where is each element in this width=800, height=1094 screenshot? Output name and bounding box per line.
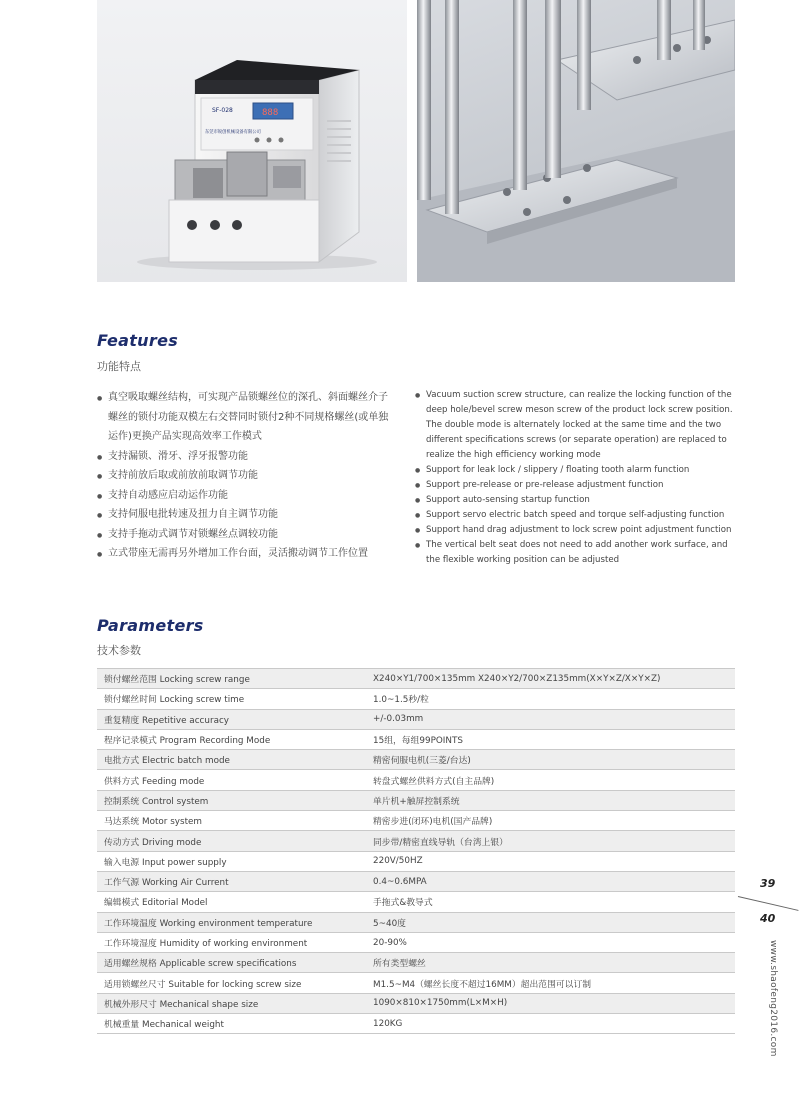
page-divider (738, 896, 799, 911)
param-value: +/-0.03mm (366, 709, 735, 729)
param-label: 适用螺丝规格 Applicable screw specifications (97, 953, 366, 973)
param-label: 传动方式 Driving mode (97, 831, 366, 851)
table-row (97, 892, 735, 912)
feature-en-item: ● Support pre-release or pre-release adjustment function (415, 478, 737, 493)
param-label: 程序记录模式 Program Recording Mode (97, 729, 366, 749)
param-value: 所有类型螺丝 (366, 953, 735, 973)
table-row (97, 790, 735, 810)
param-value: X240×Y1/700×135mm X240×Y2/700×Z135mm(X×Y×Z/X×Y×Z) (366, 669, 735, 689)
features-title: Features (97, 331, 179, 350)
rail-closeup-illustration (417, 0, 735, 282)
page-number-right: 40 (760, 912, 776, 925)
table-row (97, 750, 735, 770)
table-row (97, 729, 735, 749)
param-label: 电批方式 Electric batch mode (97, 750, 366, 770)
screw-feeder-photo (97, 0, 407, 282)
param-label: 适用锁螺丝尺寸 Suitable for locking screw size (97, 973, 366, 993)
param-value: 精密伺服电机(三菱/台达) (366, 750, 735, 770)
table-row (97, 669, 735, 689)
table-row (97, 871, 735, 891)
table-row (97, 1014, 735, 1034)
table-row (97, 811, 735, 831)
table-row (97, 689, 735, 709)
table-row (97, 831, 735, 851)
feature-en-item: ● Support auto-sensing startup function (415, 493, 737, 508)
param-value: 1.0~1.5秒/粒 (366, 689, 735, 709)
parameters-table (97, 668, 735, 1034)
param-value: 5~40度 (366, 912, 735, 932)
param-value: 同步带/精密直线导轨（台湾上银） (366, 831, 735, 851)
feature-cn-item: ● 支持漏锁、滑牙、浮牙报警功能 (97, 447, 397, 467)
param-label: 编辑模式 Editorial Model (97, 892, 366, 912)
param-value: 精密步进(闭环)电机(国产品牌) (366, 811, 735, 831)
param-label: 马达系统 Motor system (97, 811, 366, 831)
parameters-subtitle: 技术参数 (97, 644, 141, 657)
param-label: 机械重量 Mechanical weight (97, 1014, 366, 1034)
param-value: 20-90% (366, 932, 735, 952)
param-value: 0.4~0.6MPA (366, 871, 735, 891)
feature-en-item: ● The vertical belt seat does not need to add another work surface, and the flexible working position can be adjusted (415, 538, 737, 568)
table-row (97, 770, 735, 790)
machine-brand-label: 东莞市锐创机械设备有限公司 (205, 130, 261, 135)
param-value: M1.5~M4（螺丝长度不超过16MM）超出范围可以订制 (366, 973, 735, 993)
param-value: 1090×810×1750mm(L×M×H) (366, 993, 735, 1013)
feature-en-item: ● Vacuum suction screw structure, can realize the locking function of the deep hole/bevel screw meson screw of the product lock screw position. The double mode is alternately locked at the same time and the two different specifications screws (or separate operation) are replaced to realize the high efficiency working mode (415, 388, 737, 463)
param-label: 工作气源 Working Air Current (97, 871, 366, 891)
machine-model-label: SF-028 (212, 107, 233, 114)
website-url: www.shaofeng2016.com (768, 940, 778, 1057)
features-subtitle: 功能特点 (97, 360, 141, 373)
table-row (97, 993, 735, 1013)
param-label: 输入电源 Input power supply (97, 851, 366, 871)
param-value: 220V/50HZ (366, 851, 735, 871)
feature-en-item: ● Support hand drag adjustment to lock screw point adjustment function (415, 523, 737, 538)
param-value: 120KG (366, 1014, 735, 1034)
table-row (97, 973, 735, 993)
table-row (97, 851, 735, 871)
table-row (97, 912, 735, 932)
features-en-list (415, 388, 737, 568)
screw-feeder-illustration (97, 0, 407, 282)
feature-cn-item: ● 立式带座无需再另外增加工作台面，灵活搬动调节工作位置 (97, 544, 397, 564)
page-number-left: 39 (760, 877, 776, 890)
feature-cn-item: ● 支持前放后取或前放前取调节功能 (97, 466, 397, 486)
feature-cn-item: ● 真空吸取螺丝结构，可实现产品锁螺丝位的深孔、斜面螺丝介子螺丝的锁付功能双模左右交替同时锁付2种不同规格螺丝(或单独运作)更换产品实现高效率工作模式 (97, 388, 397, 447)
param-value: 转盘式螺丝供料方式(自主品牌) (366, 770, 735, 790)
param-value: 15组，每组99POINTS (366, 729, 735, 749)
features-cn-list (97, 388, 397, 564)
feature-cn-item: ● 支持伺服电批转速及扭力自主调节功能 (97, 505, 397, 525)
param-label: 工作环境温度 Working environment temperature (97, 912, 366, 932)
param-label: 重复精度 Repetitive accuracy (97, 709, 366, 729)
feature-cn-item: ● 支持自动感应启动运作功能 (97, 486, 397, 506)
param-label: 控制系统 Control system (97, 790, 366, 810)
param-label: 锁付螺丝范围 Locking screw range (97, 669, 366, 689)
feature-en-item: ● Support servo electric batch speed and torque self-adjusting function (415, 508, 737, 523)
param-value: 手拖式&教导式 (366, 892, 735, 912)
param-label: 工作环境湿度 Humidity of working environment (97, 932, 366, 952)
table-row (97, 709, 735, 729)
parameters-title: Parameters (97, 616, 204, 635)
param-label: 锁付螺丝时间 Locking screw time (97, 689, 366, 709)
param-value: 单片机+触屏控制系统 (366, 790, 735, 810)
param-label: 机械外形尺寸 Mechanical shape size (97, 993, 366, 1013)
feature-en-item: ● Support for leak lock / slippery / floating tooth alarm function (415, 463, 737, 478)
feature-cn-item: ● 支持手拖动式调节对锁螺丝点调较功能 (97, 525, 397, 545)
rail-closeup-photo (417, 0, 735, 282)
table-row (97, 953, 735, 973)
machine-display-digits: 888 (262, 108, 279, 118)
param-label: 供料方式 Feeding mode (97, 770, 366, 790)
table-row (97, 932, 735, 952)
